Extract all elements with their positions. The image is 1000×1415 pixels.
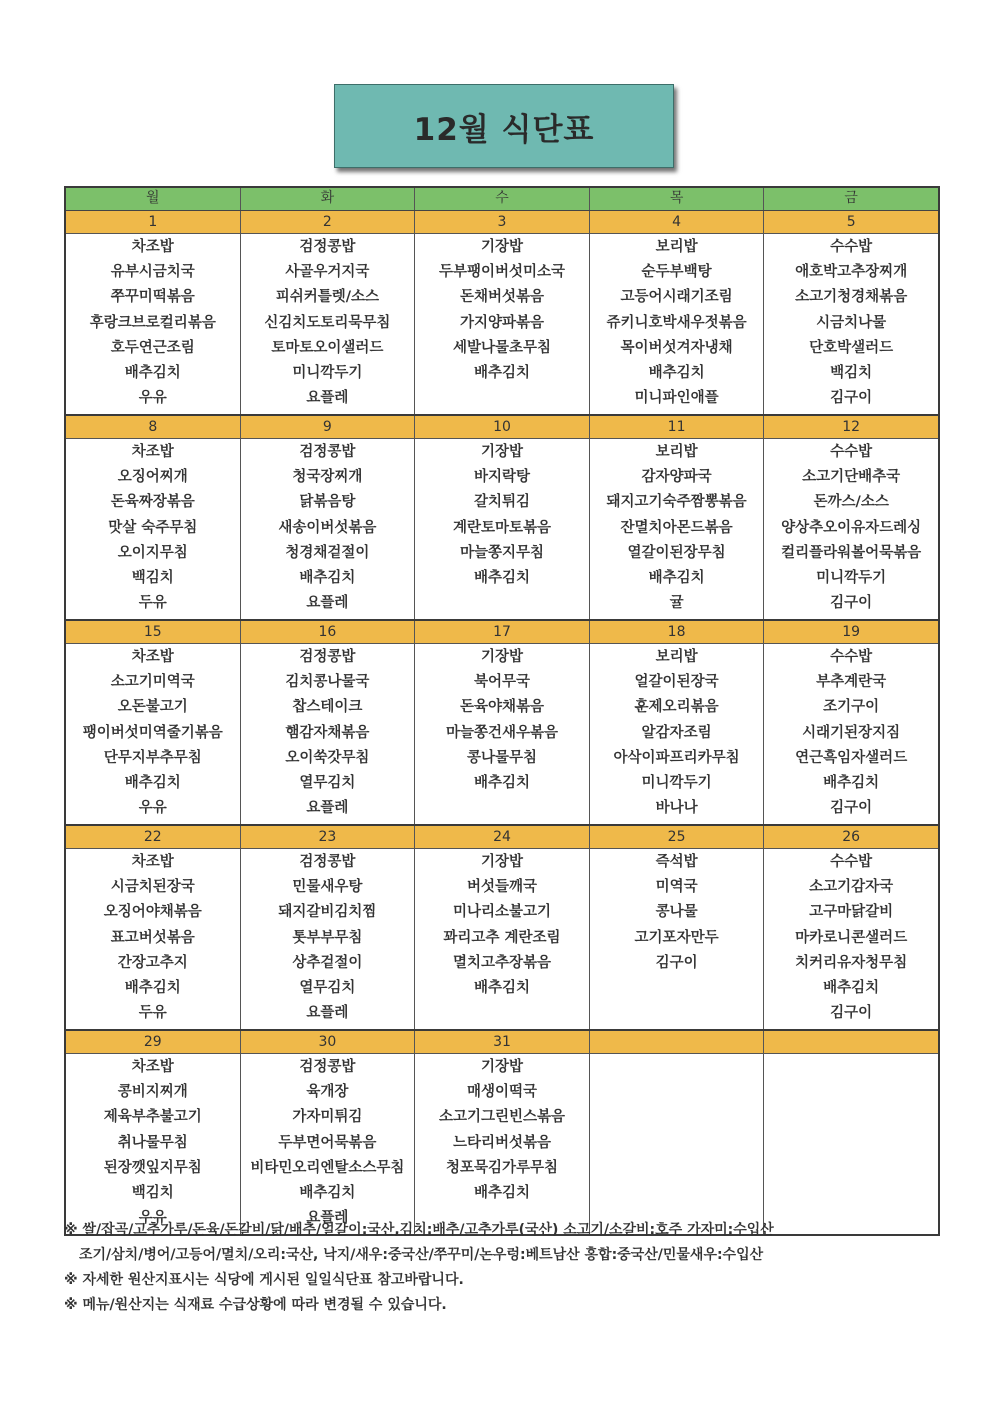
menu-item: 콩나물	[655, 904, 698, 921]
date-cell: 25	[590, 826, 765, 848]
menu-item: 수수밥	[830, 649, 873, 665]
day-menu-cell	[241, 849, 416, 1029]
weeks-container	[66, 211, 938, 1234]
menu-item: 고기포자만두	[634, 929, 719, 946]
menu-item: 소고기미역국	[110, 674, 195, 691]
menu-item: 상추겉절이	[292, 954, 363, 971]
menu-item: 수수밥	[830, 854, 873, 870]
menu-item: 열무김치	[299, 775, 356, 792]
menu-item: 검정콩밥	[299, 444, 356, 460]
date-cell: 15	[66, 621, 241, 643]
date-cell: 12	[842, 419, 861, 435]
origin-note-line-1: ※ 쌀/잡곡/고추가루/돈육/돈갈비/닭/배추/얼갈이:국산,김치:배추/고추가루(국산) 소고기/소갈비:호주 가자미:수입산	[64, 1222, 774, 1238]
menu-item: 소고기그린빈스볶음	[438, 1109, 566, 1126]
menu-item: 신김치도토리묵무침	[264, 314, 391, 331]
menu-item: 멸치고추장볶음	[452, 954, 552, 971]
date-cell	[764, 1031, 938, 1053]
menu-item: 배추김치	[299, 570, 356, 587]
date-cell: 19	[842, 624, 861, 640]
menu-item: 오이지무침	[117, 544, 188, 561]
day-menu-cell	[590, 644, 765, 824]
day-menu-cell	[590, 234, 765, 414]
day-menu-cell	[590, 1054, 765, 1234]
day-menu-cell	[415, 849, 590, 1029]
date-cell: 23	[241, 826, 416, 848]
menu-item: 수수밥	[830, 239, 873, 255]
menu-item: 배추김치	[823, 775, 880, 792]
menu-item: 민물새우탕	[292, 879, 363, 896]
menu-item: 감자양파국	[641, 469, 712, 486]
day-menu-cell	[66, 849, 241, 1029]
menu-item: 배추김치	[124, 980, 181, 997]
menu-item: 돈육짜장볶음	[110, 494, 195, 511]
date-cell: 9	[241, 416, 416, 438]
menu-item: 요플레	[306, 800, 349, 817]
menu-item: 요플레	[306, 1210, 349, 1227]
date-row	[66, 1031, 938, 1054]
menu-item: 새송이버섯볶음	[278, 519, 377, 536]
menu-item: 된장깻잎지무침	[103, 1159, 202, 1176]
menu-item: 간장고추지	[117, 954, 188, 971]
day-menu-cell	[66, 1054, 241, 1234]
menu-item: 차조밥	[131, 649, 174, 665]
day-menu-cell	[241, 439, 416, 619]
menu-row	[66, 439, 938, 621]
date-cell: 16	[241, 621, 416, 643]
menu-item: 단무지부추무침	[103, 749, 202, 766]
menu-item: 갈치튀김	[473, 494, 530, 511]
date-cell: 26	[842, 829, 861, 845]
menu-item: 두유	[138, 1005, 167, 1022]
menu-item: 차조밥	[131, 239, 174, 255]
menu-item: 찹스테이크	[292, 699, 363, 716]
menu-item: 애호박고추장찌개	[795, 264, 908, 281]
menu-item: 조기구이	[823, 699, 880, 716]
menu-item: 바지락탕	[473, 469, 530, 486]
menu-item: 마늘쫑지무침	[459, 544, 544, 561]
menu-item: 취나물무침	[117, 1134, 188, 1151]
menu-item: 오이쑥갓무침	[285, 749, 370, 766]
menu-item: 햄감자채볶음	[285, 724, 370, 741]
menu-item: 수수밥	[830, 444, 873, 460]
day-menu-cell	[590, 849, 765, 1029]
menu-item: 배추김치	[473, 1185, 530, 1202]
menu-item: 고등어시래기조림	[620, 289, 733, 306]
menu-item: 청경채겉절이	[285, 544, 370, 561]
menu-item: 돼지갈비김치찜	[278, 904, 377, 921]
menu-item: 배추김치	[124, 365, 181, 382]
menu-item: 백김치	[131, 1185, 174, 1202]
menu-item: 팽이버섯미역줄기볶음	[82, 724, 223, 741]
menu-item: 청국장찌개	[292, 469, 363, 486]
menu-item: 컬리플라워볼어묵볶음	[781, 544, 922, 561]
day-menu-cell	[66, 644, 241, 824]
menu-item: 김구이	[830, 390, 873, 407]
menu-item: 김구이	[830, 595, 873, 612]
menu-item: 미니깍두기	[292, 365, 363, 382]
menu-item: 단호박샐러드	[809, 339, 894, 356]
date-cell: 11	[590, 416, 765, 438]
menu-item: 돼지고기숙주짬뽕볶음	[606, 494, 747, 511]
menu-item: 얼갈이된장국	[634, 674, 719, 691]
menu-item: 열무김치	[299, 980, 356, 997]
menu-item: 쭈꾸미떡볶음	[110, 289, 195, 306]
menu-item: 토마토오이샐러드	[271, 339, 384, 356]
menu-row	[66, 849, 938, 1031]
menu-item: 훈제오리볶음	[634, 699, 719, 716]
menu-item: 배추김치	[473, 775, 530, 792]
menu-item: 순두부백탕	[641, 264, 712, 281]
menu-item: 김치콩나물국	[285, 674, 370, 691]
weekday-header-row	[66, 188, 938, 211]
menu-item: 연근흑임자샐러드	[795, 749, 908, 766]
menu-item: 백김치	[830, 365, 873, 382]
menu-item: 콩비지찌개	[117, 1084, 188, 1101]
menu-item: 후랑크브로컬리볶음	[89, 314, 216, 331]
date-row	[66, 826, 938, 849]
menu-item: 돈채버섯볶음	[459, 289, 544, 306]
menu-item: 김구이	[830, 800, 873, 817]
day-menu-cell	[415, 439, 590, 619]
menu-item: 북어무국	[473, 674, 530, 691]
menu-item: 버섯들깨국	[466, 879, 537, 896]
menu-item: 배추김치	[124, 775, 181, 792]
page-title: 12월 식단표	[413, 111, 595, 148]
day-menu-cell	[764, 234, 938, 414]
menu-item: 기장밥	[480, 239, 523, 255]
date-cell: 24	[415, 826, 590, 848]
menu-item: 두부팽이버섯미소국	[438, 264, 566, 281]
menu-item: 고구마닭갈비	[809, 904, 894, 921]
menu-item: 청포묵김가루무침	[445, 1159, 559, 1176]
menu-item: 시금치나물	[816, 314, 887, 331]
date-cell: 1	[66, 211, 241, 233]
menu-item: 피쉬커틀렛/소스	[275, 289, 380, 306]
menu-item: 호두연근조림	[110, 339, 195, 356]
menu-item: 두유	[138, 595, 167, 612]
menu-item: 차조밥	[131, 1059, 174, 1075]
menu-item: 오징어찌개	[117, 469, 188, 486]
menu-item: 요플레	[306, 1005, 349, 1022]
menu-item: 즉석밥	[655, 854, 698, 870]
menu-item: 배추김치	[473, 365, 530, 382]
menu-item: 목이버섯겨자냉채	[620, 339, 733, 356]
date-cell: 8	[66, 416, 241, 438]
menu-item: 우유	[138, 390, 167, 407]
day-menu-cell	[764, 439, 938, 619]
day-menu-cell	[764, 849, 938, 1029]
menu-item: 검정콩밥	[299, 1059, 356, 1075]
menu-item: 미역국	[655, 879, 698, 896]
date-row	[66, 621, 938, 644]
menu-item: 마늘쫑건새우볶음	[445, 724, 559, 741]
menu-item: 닭볶음탕	[299, 494, 356, 511]
menu-item: 미니깍두기	[641, 775, 712, 792]
menu-item: 보리밥	[655, 239, 698, 255]
menu-item: 마카로니콘샐러드	[795, 929, 908, 946]
day-menu-cell	[66, 234, 241, 414]
date-cell	[590, 1031, 765, 1053]
menu-item: 시래기된장지짐	[802, 724, 901, 741]
menu-item: 우유	[138, 1210, 167, 1227]
menu-item: 시금치된장국	[110, 879, 195, 896]
menu-item: 요플레	[306, 390, 349, 407]
menu-item: 귤	[669, 595, 684, 612]
date-cell: 17	[415, 621, 590, 643]
menu-item: 요플레	[306, 595, 349, 612]
menu-item: 검정콩밥	[299, 854, 356, 870]
menu-item: 두부면어묵볶음	[278, 1134, 377, 1151]
date-cell: 30	[241, 1031, 416, 1053]
menu-item: 맛살 숙주무침	[108, 519, 198, 536]
date-row	[66, 211, 938, 234]
menu-item: 김구이	[655, 954, 698, 971]
change-notice: ※ 메뉴/원산지는 식재료 수급상황에 따라 변경될 수 있습니다.	[64, 1297, 447, 1313]
menu-item: 꽈리고추 계란조림	[443, 929, 561, 946]
menu-item: 배추김치	[823, 980, 880, 997]
day-menu-cell	[764, 644, 938, 824]
menu-item: 잔멸치아몬드볶음	[620, 519, 733, 536]
menu-row	[66, 234, 938, 416]
detail-origin-note: ※ 자세한 원산지표시는 식당에 게시된 일일식단표 참고바랍니다.	[64, 1272, 464, 1288]
day-menu-cell	[415, 644, 590, 824]
menu-item: 기장밥	[480, 854, 523, 870]
menu-row	[66, 1054, 938, 1234]
date-cell: 31	[415, 1031, 590, 1053]
day-menu-cell	[415, 234, 590, 414]
menu-item: 보리밥	[655, 649, 698, 665]
menu-item: 쥬키니호박새우젓볶음	[606, 314, 747, 331]
menu-item: 열갈이된장무침	[627, 544, 726, 561]
menu-table	[64, 186, 940, 1236]
menu-item: 느타리버섯볶음	[452, 1134, 552, 1151]
menu-item: 가지양파볶음	[459, 314, 544, 331]
menu-item: 치커리유자청무침	[795, 954, 908, 971]
weekday-tue: 화	[241, 188, 416, 210]
menu-item: 콩나물무침	[466, 749, 537, 766]
date-cell: 18	[590, 621, 765, 643]
menu-item: 기장밥	[480, 444, 523, 460]
menu-item: 사골우거지국	[285, 264, 370, 281]
menu-item: 검정콩밥	[299, 649, 356, 665]
menu-item: 미니파인애플	[634, 390, 719, 407]
menu-item: 매생이떡국	[466, 1084, 537, 1101]
day-menu-cell	[764, 1054, 938, 1234]
menu-item: 기장밥	[480, 1059, 523, 1075]
menu-item: 김구이	[830, 1005, 873, 1022]
date-cell: 3	[415, 211, 590, 233]
menu-item: 표고버섯볶음	[110, 929, 195, 946]
menu-item: 돈육야채볶음	[459, 699, 544, 716]
menu-item: 유부시금치국	[110, 264, 195, 281]
menu-item: 소고기감자국	[809, 879, 894, 896]
day-menu-cell	[241, 234, 416, 414]
menu-item: 배추김치	[299, 1185, 356, 1202]
menu-row	[66, 644, 938, 826]
menu-item: 차조밥	[131, 444, 174, 460]
menu-item: 비타민오리엔탈소스무침	[250, 1159, 405, 1176]
menu-item: 돈까스/소스	[813, 494, 889, 511]
menu-item: 바나나	[655, 800, 698, 817]
footnotes	[64, 1218, 964, 1318]
menu-item: 검정콩밥	[299, 239, 356, 255]
menu-item: 알감자조림	[641, 724, 712, 741]
day-menu-cell	[590, 439, 765, 619]
menu-item: 아삭이파프리카무침	[613, 749, 740, 766]
menu-item: 세발나물초무침	[452, 339, 552, 356]
menu-item: 우유	[138, 800, 167, 817]
menu-item: 배추김치	[648, 365, 705, 382]
date-cell: 2	[241, 211, 416, 233]
title-banner	[334, 84, 674, 168]
weekday-mon: 월	[66, 188, 241, 210]
menu-item: 배추김치	[473, 570, 530, 587]
menu-item: 육개장	[306, 1084, 349, 1101]
day-menu-cell	[241, 644, 416, 824]
menu-item: 배추김치	[473, 980, 530, 997]
day-menu-cell	[415, 1054, 590, 1234]
date-cell: 5	[846, 214, 856, 230]
menu-item: 톳부부무침	[292, 929, 363, 946]
weekday-thu: 목	[590, 188, 765, 210]
menu-item: 차조밥	[131, 854, 174, 870]
menu-item: 양상추오이유자드레싱	[781, 519, 922, 536]
menu-item: 소고기단배추국	[802, 469, 901, 486]
menu-item: 미니깍두기	[816, 570, 887, 587]
menu-item: 오돈불고기	[117, 699, 188, 716]
menu-item: 백김치	[131, 570, 174, 587]
date-cell: 22	[66, 826, 241, 848]
date-cell: 29	[66, 1031, 241, 1053]
menu-item: 오징어야채볶음	[103, 904, 202, 921]
origin-note-line-2: 조기/삼치/병어/고등어/멸치/오리:국산, 낙지/새우:중국산/쭈꾸미/논우렁:베트남산 홍합:중국산/민물새우:수입산	[79, 1247, 764, 1263]
date-row	[66, 416, 938, 439]
menu-item: 보리밥	[655, 444, 698, 460]
menu-item: 부추계란국	[816, 674, 887, 691]
weekday-wed: 수	[415, 188, 590, 210]
menu-item: 가자미튀김	[292, 1109, 363, 1126]
date-cell: 4	[590, 211, 765, 233]
menu-item: 제육부추불고기	[103, 1109, 202, 1126]
day-menu-cell	[241, 1054, 416, 1234]
menu-item: 계란토마토볶음	[452, 519, 552, 536]
date-cell: 10	[415, 416, 590, 438]
menu-item: 배추김치	[648, 570, 705, 587]
menu-item: 기장밥	[480, 649, 523, 665]
menu-item: 소고기청경채볶음	[795, 289, 908, 306]
day-menu-cell	[66, 439, 241, 619]
menu-item: 미나리소불고기	[452, 904, 552, 921]
weekday-fri: 금	[844, 190, 858, 206]
